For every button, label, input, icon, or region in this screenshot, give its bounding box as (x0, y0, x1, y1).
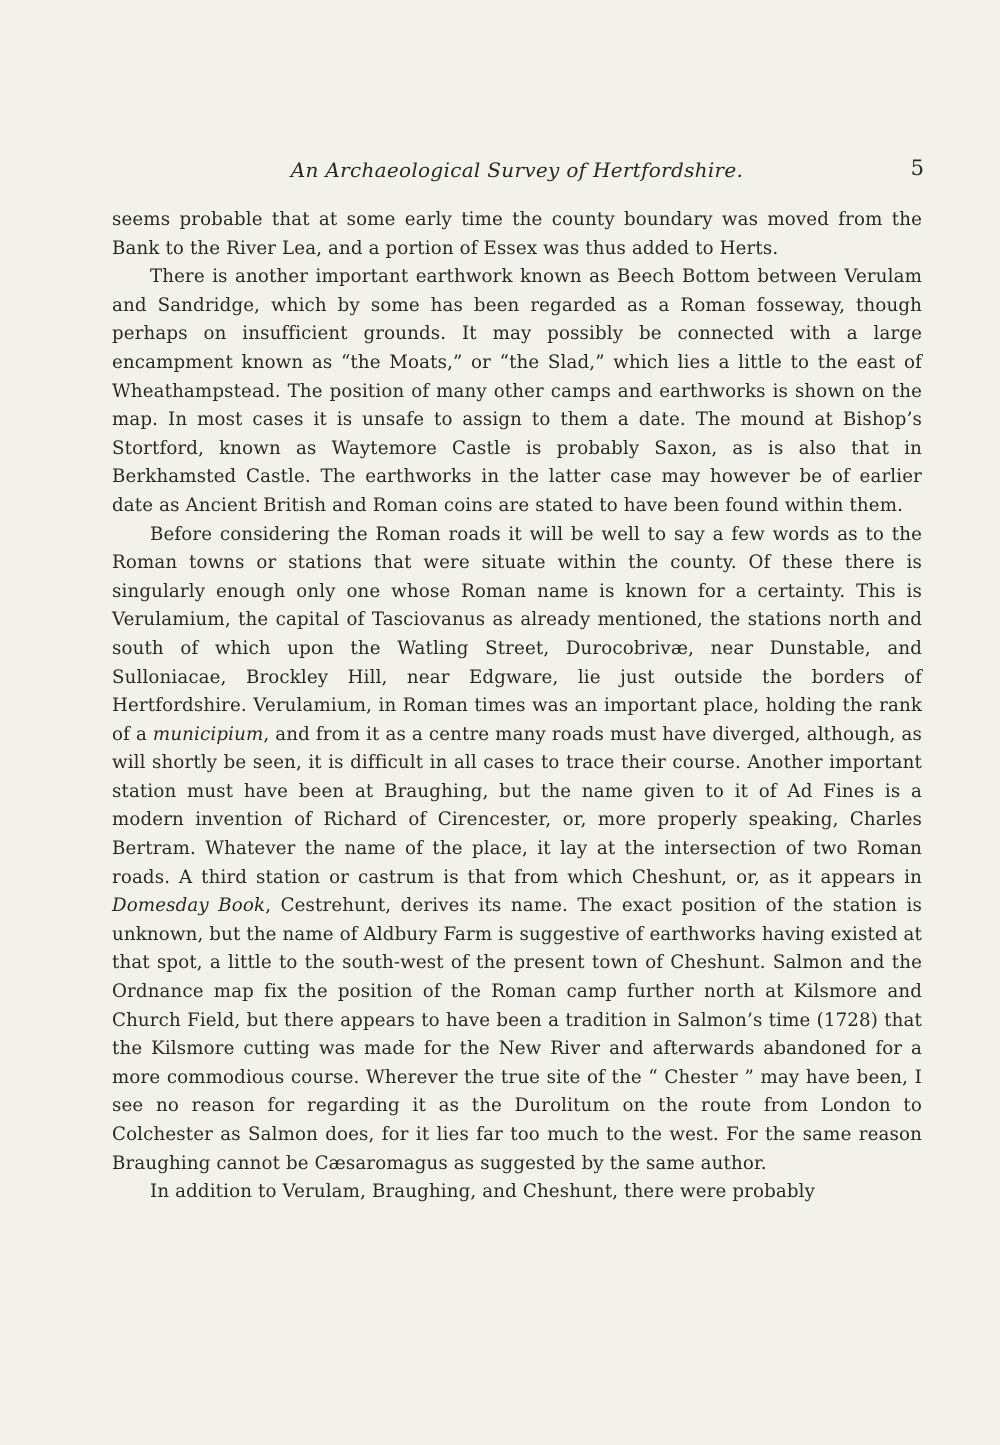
running-head (112, 158, 922, 190)
paragraph-3-text-c: , Cestrehunt, derives its name. The exact position of the station is unknown, but the name of Aldbury Farm is suggestive of earthworks having existed at that spot, a little to the south-west of the present town of Cheshunt. Salmon and the Ordnance map fix the position of the Roman camp further north at Kilsmore and Church Field, but there appears to have been a tradition in Salmon’s time (1728) that the Kilsmore cutting was made for the New River and afterwards abandoned for a more commodious course. Wherever the true site of the “ Chester ” may have been, I see no reason for regarding it as the Durolitum on the route from London to Colchester as Salmon does, for it lies far too much to the west. For the same reason Braughing cannot be Cæsaromagus as suggested by the same author. (112, 895, 922, 1174)
italic-domesday-book: Domesday Book (112, 895, 266, 917)
paragraph-4 (112, 1178, 922, 1207)
paragraph-2-text: There is another important earthwork known as Beech Bottom between Verulam and Sandridge, which by some has been regarded as a Roman fosseway, though perhaps on insufficient grounds. It may possibly be connected with a large encampment known as “the Moats,” or “the Slad,” which lies a little to the east of Wheathampstead. The position of many other camps and earthworks is shown on the map. In most cases it is unsafe to assign to them a date. The mound at Bishop’s Stortford, known as Waytemore Castle is probably Saxon, as is also that in Berkhamsted Castle. The earthworks in the latter case may however be of earlier date as Ancient British and Roman coins are stated to have been found within them. (112, 266, 922, 516)
paragraph-1 (112, 206, 922, 263)
paragraph-3-text-a: Before considering the Roman roads it will be well to say a few words as to the Roman towns or stations that were situate within the county. Of these there is singularly enough only one whose Roman name is known for a certainty. This is Verulamium, the capital of Tasciovanus as already mentioned, the stations north and south of which upon the Watling Street, Durocobrivæ, near Dunstable, and Sulloniacae, Brockley Hill, near Edgware, lie just outside the borders of Hertfordshire. Verulamium, in Roman times was an important place, holding the rank of a (112, 523, 922, 745)
paragraph-4-text: In addition to Verulam, Braughing, and Cheshunt, there were probably (150, 1181, 816, 1203)
italic-municipium: municipium (152, 723, 264, 745)
paragraph-2 (112, 263, 922, 520)
paragraph-3-text-b: , and from it as a centre many roads must have diverged, although, as will shortly be seen, it is difficult in all cases to trace their course. Another important station must have been at Braughing, but the name given to it of Ad Fines is a modern invention of Richard of Cirencester, or, more properly speaking, Charles Bertram. Whatever the name of the place, it lay at the intersection of two Roman roads. A third station or castrum is that from which Cheshunt, or, as it appears in (112, 723, 922, 888)
body-text (112, 206, 922, 1207)
paragraph-1-text: seems probable that at some early time the county boundary was moved from the Bank to the River Lea, and a portion of Essex was thus added to Herts. (112, 209, 922, 259)
page-number: 5 (910, 156, 924, 180)
paragraph-3 (112, 521, 922, 1179)
running-title: An Archaeological Survey of Hertfordshire. (290, 158, 744, 182)
